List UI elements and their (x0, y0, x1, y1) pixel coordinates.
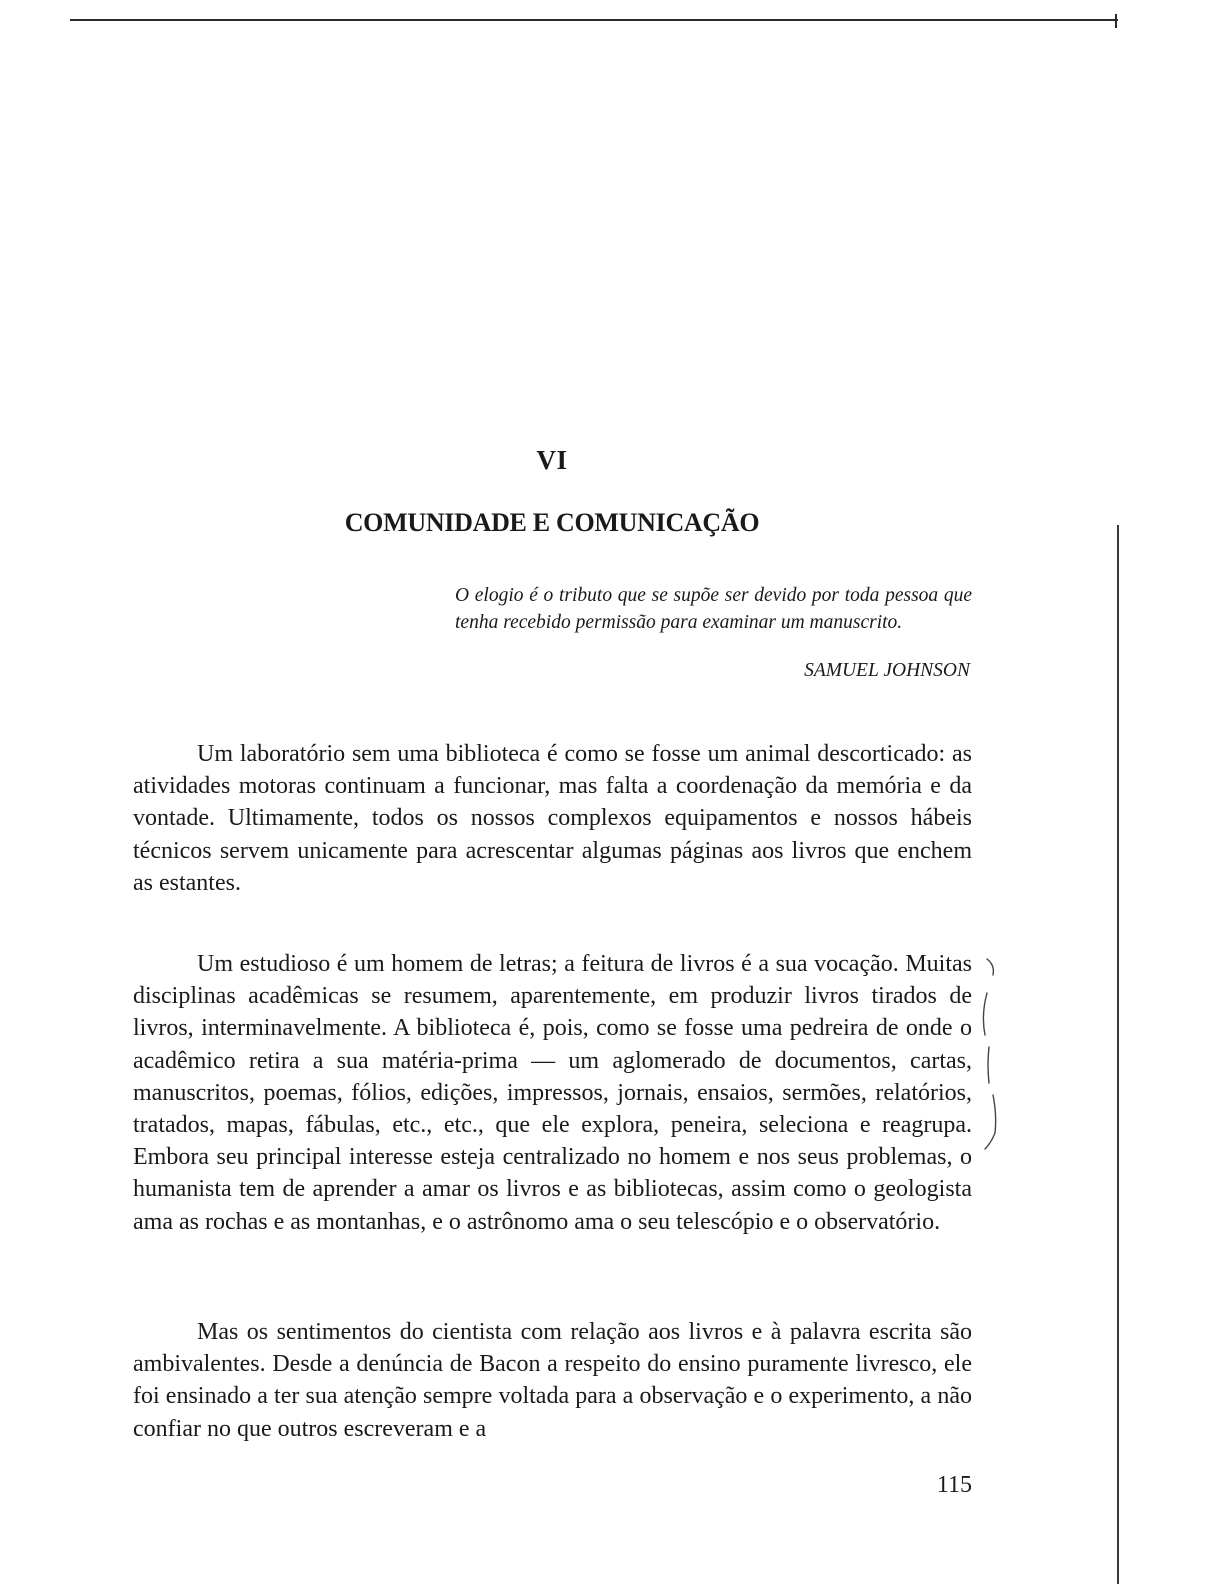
top-rule-tick (1115, 14, 1117, 28)
top-rule (70, 19, 1118, 21)
right-page-edge (1117, 525, 1119, 1584)
chapter-number: VI (536, 445, 568, 475)
page-number: 115 (936, 1472, 972, 1498)
body-paragraph-1: Um laboratório sem uma biblioteca é como se fosse um animal descorticado: as atividades motoras continuam a funcionar, mas falta a coordenação da memória e da vontade. Ultimamente, todos os nossos complexos equipamentos e nossos hábeis técnicos servem unicamente para acrescentar algumas páginas aos livros que enchem as estantes. (133, 741, 972, 896)
epigraph-author: SAMUEL JOHNSON (804, 660, 970, 681)
margin-pencil-mark (975, 955, 1015, 1155)
body-paragraph-2: Um estudioso é um homem de letras; a feitura de livros é a sua vocação. Muitas disciplinas acadêmicas se resumem, aparentemente, em produzir livros tirados de livros, interminavelmente. A biblioteca é, pois, como se fosse uma pedreira de onde o acadêmico retira a sua matéria-prima — um aglomerado de documentos, cartas, manuscritos, poemas, fólios, edições, impressos, jornais, ensaios, sermões, relatórios, tratados, mapas, fábulas, etc., etc., que ele explora, peneira, seleciona e reagrupa. Embora seu principal interesse esteja centralizado no homem e nos seus problemas, o humanista tem de aprender a amar os livros e as bibliotecas, assim como o geologista ama as rochas e as montanhas, e o astrônomo ama o seu telescópio e o observatório. (133, 951, 972, 1235)
chapter-title: COMUNIDADE E COMUNICAÇÃO (344, 508, 760, 537)
epigraph-quote: O elogio é o tributo que se supõe ser devido por toda pessoa que tenha recebido permissão para examinar um manuscrito. (455, 585, 972, 633)
body-paragraph-3: Mas os sentimentos do cientista com relação aos livros e à palavra escrita são ambivalentes. Desde a denúncia de Bacon a respeito do ensino puramente livresco, ele foi ensinado a ter sua atenção sempre voltada para a observação e o experimento, a não confiar no que outros escreveram e a (133, 1319, 972, 1442)
